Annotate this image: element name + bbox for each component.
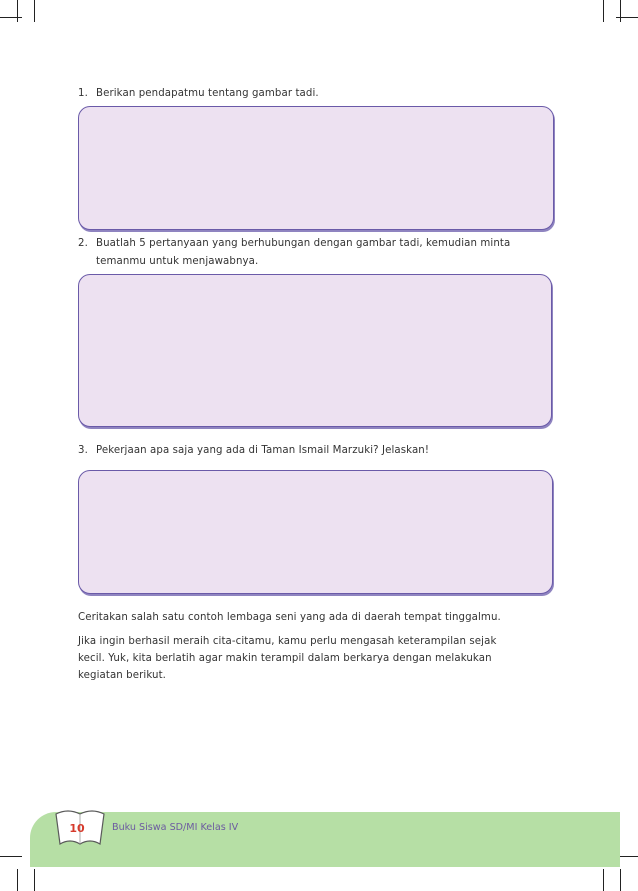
question-number: 1. (78, 88, 88, 99)
question-number: 2. (78, 238, 88, 249)
question-text: Berikan pendapatmu tentang gambar tadi. (96, 88, 319, 99)
paragraph-line: kegiatan berikut. (78, 670, 167, 681)
instruction-paragraph-2 (78, 633, 548, 684)
question-1 (78, 85, 319, 103)
question-text: Pekerjaan apa saja yang ada di Taman Ismail Marzuki? Jelaskan! (96, 445, 430, 456)
instruction-paragraph-1: Ceritakan salah satu contoh lembaga seni yang ada di daerah tempat tinggalmu. (78, 612, 501, 623)
paragraph-line: Jika ingin berhasil meraih cita-citamu, kamu perlu mengasah keterampilan sejak (78, 636, 497, 647)
paragraph-line: kecil. Yuk, kita berlatih agar makin terampil dalam berkarya dengan melakukan (78, 653, 492, 664)
answer-box-2[interactable] (78, 274, 552, 427)
question-2 (78, 235, 510, 271)
book-title: Buku Siswa SD/MI Kelas IV (112, 822, 239, 833)
answer-box-3[interactable] (78, 470, 553, 594)
page-number: 10 (69, 822, 85, 835)
answer-box-1[interactable] (78, 106, 554, 230)
footer-band (30, 812, 620, 867)
question-number: 3. (78, 445, 88, 456)
question-3 (78, 442, 429, 460)
question-text-line-1: Buatlah 5 pertanyaan yang berhubungan dengan gambar tadi, kemudian minta (96, 238, 511, 249)
question-text-line-2: temanmu untuk menjawabnya. (96, 256, 259, 267)
